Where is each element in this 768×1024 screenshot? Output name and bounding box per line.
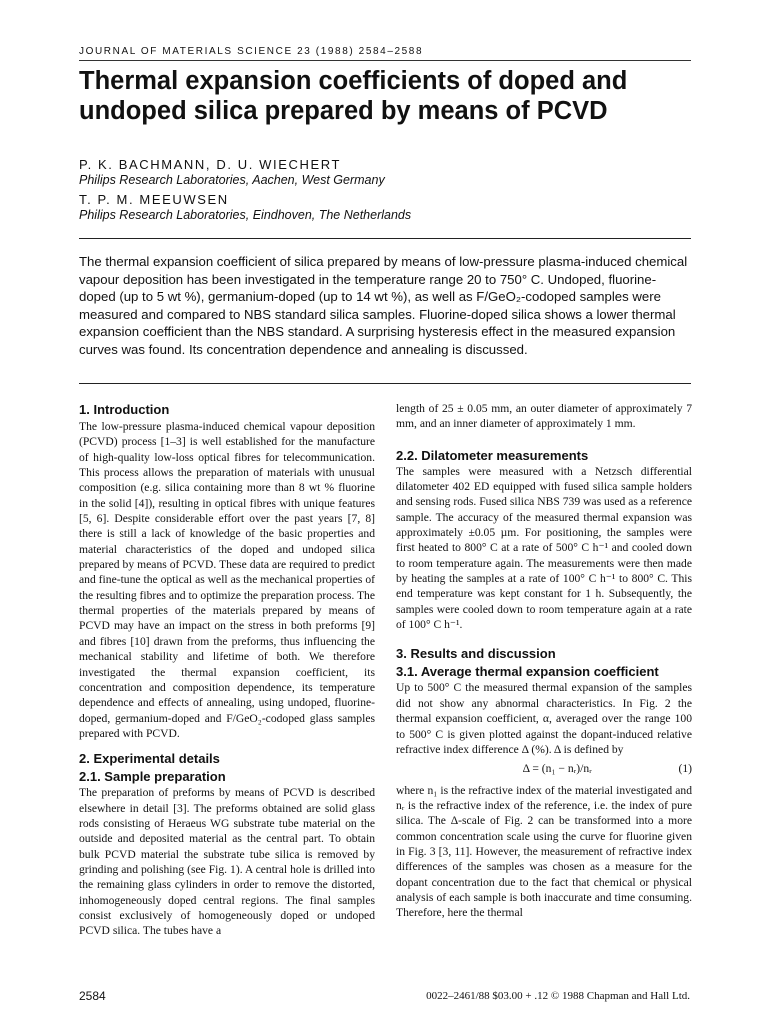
- running-head: JOURNAL OF MATERIALS SCIENCE 23 (1988) 2584–2588: [79, 46, 424, 57]
- author-names-1: P. K. BACHMANN, D. U. WIECHERT: [79, 157, 342, 172]
- continuation-text: length of 25 ± 0.05 mm, an outer diameter of approximately 7 mm, and an inner diameter of approximately 1 mm.: [396, 402, 692, 431]
- author-affiliation-1: Philips Research Laboratories, Aachen, West Germany: [79, 173, 385, 187]
- page-number: 2584: [79, 989, 106, 1003]
- paper-title: Thermal expansion coefficients of doped and undoped silica prepared by means of PCVD: [79, 67, 628, 125]
- right-column: [396, 401, 692, 921]
- dilatometer-text: The samples were measured with a Netzsch differential dilatometer 402 ED equipped with fused silica sample holders and sensing rods. Fused silica NBS 739 was used as a reference sample. The accuracy of the measured thermal expansion was approximately ±0.05 µm. For positioning, the samples were first heated to 800° C at a rate of 500° C h⁻¹ and cooled down to room temperature again. The measurements were then made by heating the samples at a rate of 100° C h⁻¹ to 800° C. This end temperature was kept constant for 1 h. Subsequently, the samples were cooled down to room temperature again at a rate of 100° C h⁻¹.: [396, 464, 692, 632]
- author-affiliation-2: Philips Research Laboratories, Eindhoven, The Netherlands: [79, 208, 412, 222]
- author-names-2: T. P. M. MEEUWSEN: [79, 192, 229, 207]
- equation-1: [396, 761, 692, 776]
- section-heading-introduction: 1. Introduction: [79, 402, 170, 417]
- subsection-heading-dilatometer: 2.2. Dilatometer measurements: [396, 447, 589, 463]
- sample-preparation-text: The preparation of preforms by means of PCVD is described elsewhere in detail [3]. The preforms obtained are solid glass rods consisting of Heraeus WG substrate tube material on the outside and deposited material as the central part. To obtain bulk PCVD material the substrate tube silica is removed by grinding and polishing (see Fig. 1). A central hole is drilled into the remaining glass cylinders in order to remove the distorted, inhomogeneously doped central regions. The final samples consist exclusively of homogeneously doped or undoped PCVD silica. The tubes have a: [79, 786, 375, 938]
- section-heading-experimental: 2. Experimental details: [79, 751, 220, 767]
- copyright-line: 0022–2461/88 $03.00 + .12 © 1988 Chapman and Hall Ltd.: [426, 990, 690, 1002]
- equation-number: (1): [678, 762, 692, 776]
- introduction-text: The low-pressure plasma-induced chemical vapour deposition (PCVD) process [1–3] is well established for the manufacture of high-quality low-loss optical fibres for telecommunication. This process allows the preparation of materials with unusual composition (e.g. silica containing more than 8 wt % fluorine in the solid [4]), resulting in optical fibres with unique features [5, 6]. Despite considerable effort over the past years [7, 8] there is still a lack of knowledge of the basic properties and material characteristics of the doped and undoped silica prepared by means of PCVD. These data are required to predict and fine-tune the optical as well as the mechanical properties of the resulting fibres and to optimize the preparation process. The thermal properties of the materials prepared by means of PCVD may have an impact on the stress in both preforms [9] and fibres [10] drawn from the preforms, thus influencing the mechanical stability and lifetime of both. We therefore investigated the thermal expansion coefficient, its concentration and composition dependence, its temperature dependence and effects of annealing, using undoped, fluorine-doped, germanium-doped and F/GeO₂-codoped glass samples prepared with PCVD.: [79, 420, 375, 740]
- abstract-top-rule: [79, 238, 691, 239]
- abstract: The thermal expansion coefficient of silica prepared by means of low-pressure plasma-induced chemical vapour deposition has been investigated in the temperature range 20 to 750° C. Undoped, fluorine-doped (up to 5 wt %), germanium-doped (up to 14 wt %), as well as F/GeO₂-codoped samples were measured and compared to NBS standard silica samples. Fluorine-doped silica shows a lower thermal expansion coefficient than the NBS standard. A surprising hysteresis effect in the measured expansion curves was found. Its concentration dependence and annealing is discussed.: [79, 254, 688, 357]
- subsection-heading-average-expansion: 3.1. Average thermal expansion coefficient: [396, 664, 659, 680]
- equation-body: Δ = (n₁ − nᵣ)/nᵣ: [522, 762, 592, 776]
- section-heading-results: 3. Results and discussion: [396, 646, 556, 662]
- header-rule: [79, 60, 691, 61]
- abstract-bottom-rule: [79, 383, 691, 384]
- refractive-index-text: where n₁ is the refractive index of the material investigated and nᵣ is the refractive index of the reference, i.e. the index of pure silica. The Δ-scale of Fig. 2 can be transformed into a more common concentration scale using the curve for fluorine given in Fig. 3 [3, 11]. However, the measurement of refractive index differences of the samples was chosen as a measure for the dopant concentration due to the fact that chemical or physical analysis of each sample is both inaccurate and time consuming. Therefore, here the thermal: [396, 783, 692, 920]
- average-expansion-text: Up to 500° C the measured thermal expansion of the samples did not show any abnormal characteristics. In Fig. 2 the thermal expansion coefficient, α, averaged over the range 100 to 500° C is given plotted against the dopant-induced relative refractive index difference Δ (%). Δ is defined by: [396, 681, 692, 756]
- left-column: [79, 401, 375, 939]
- subsection-heading-sample-preparation: 2.1. Sample preparation: [79, 769, 226, 785]
